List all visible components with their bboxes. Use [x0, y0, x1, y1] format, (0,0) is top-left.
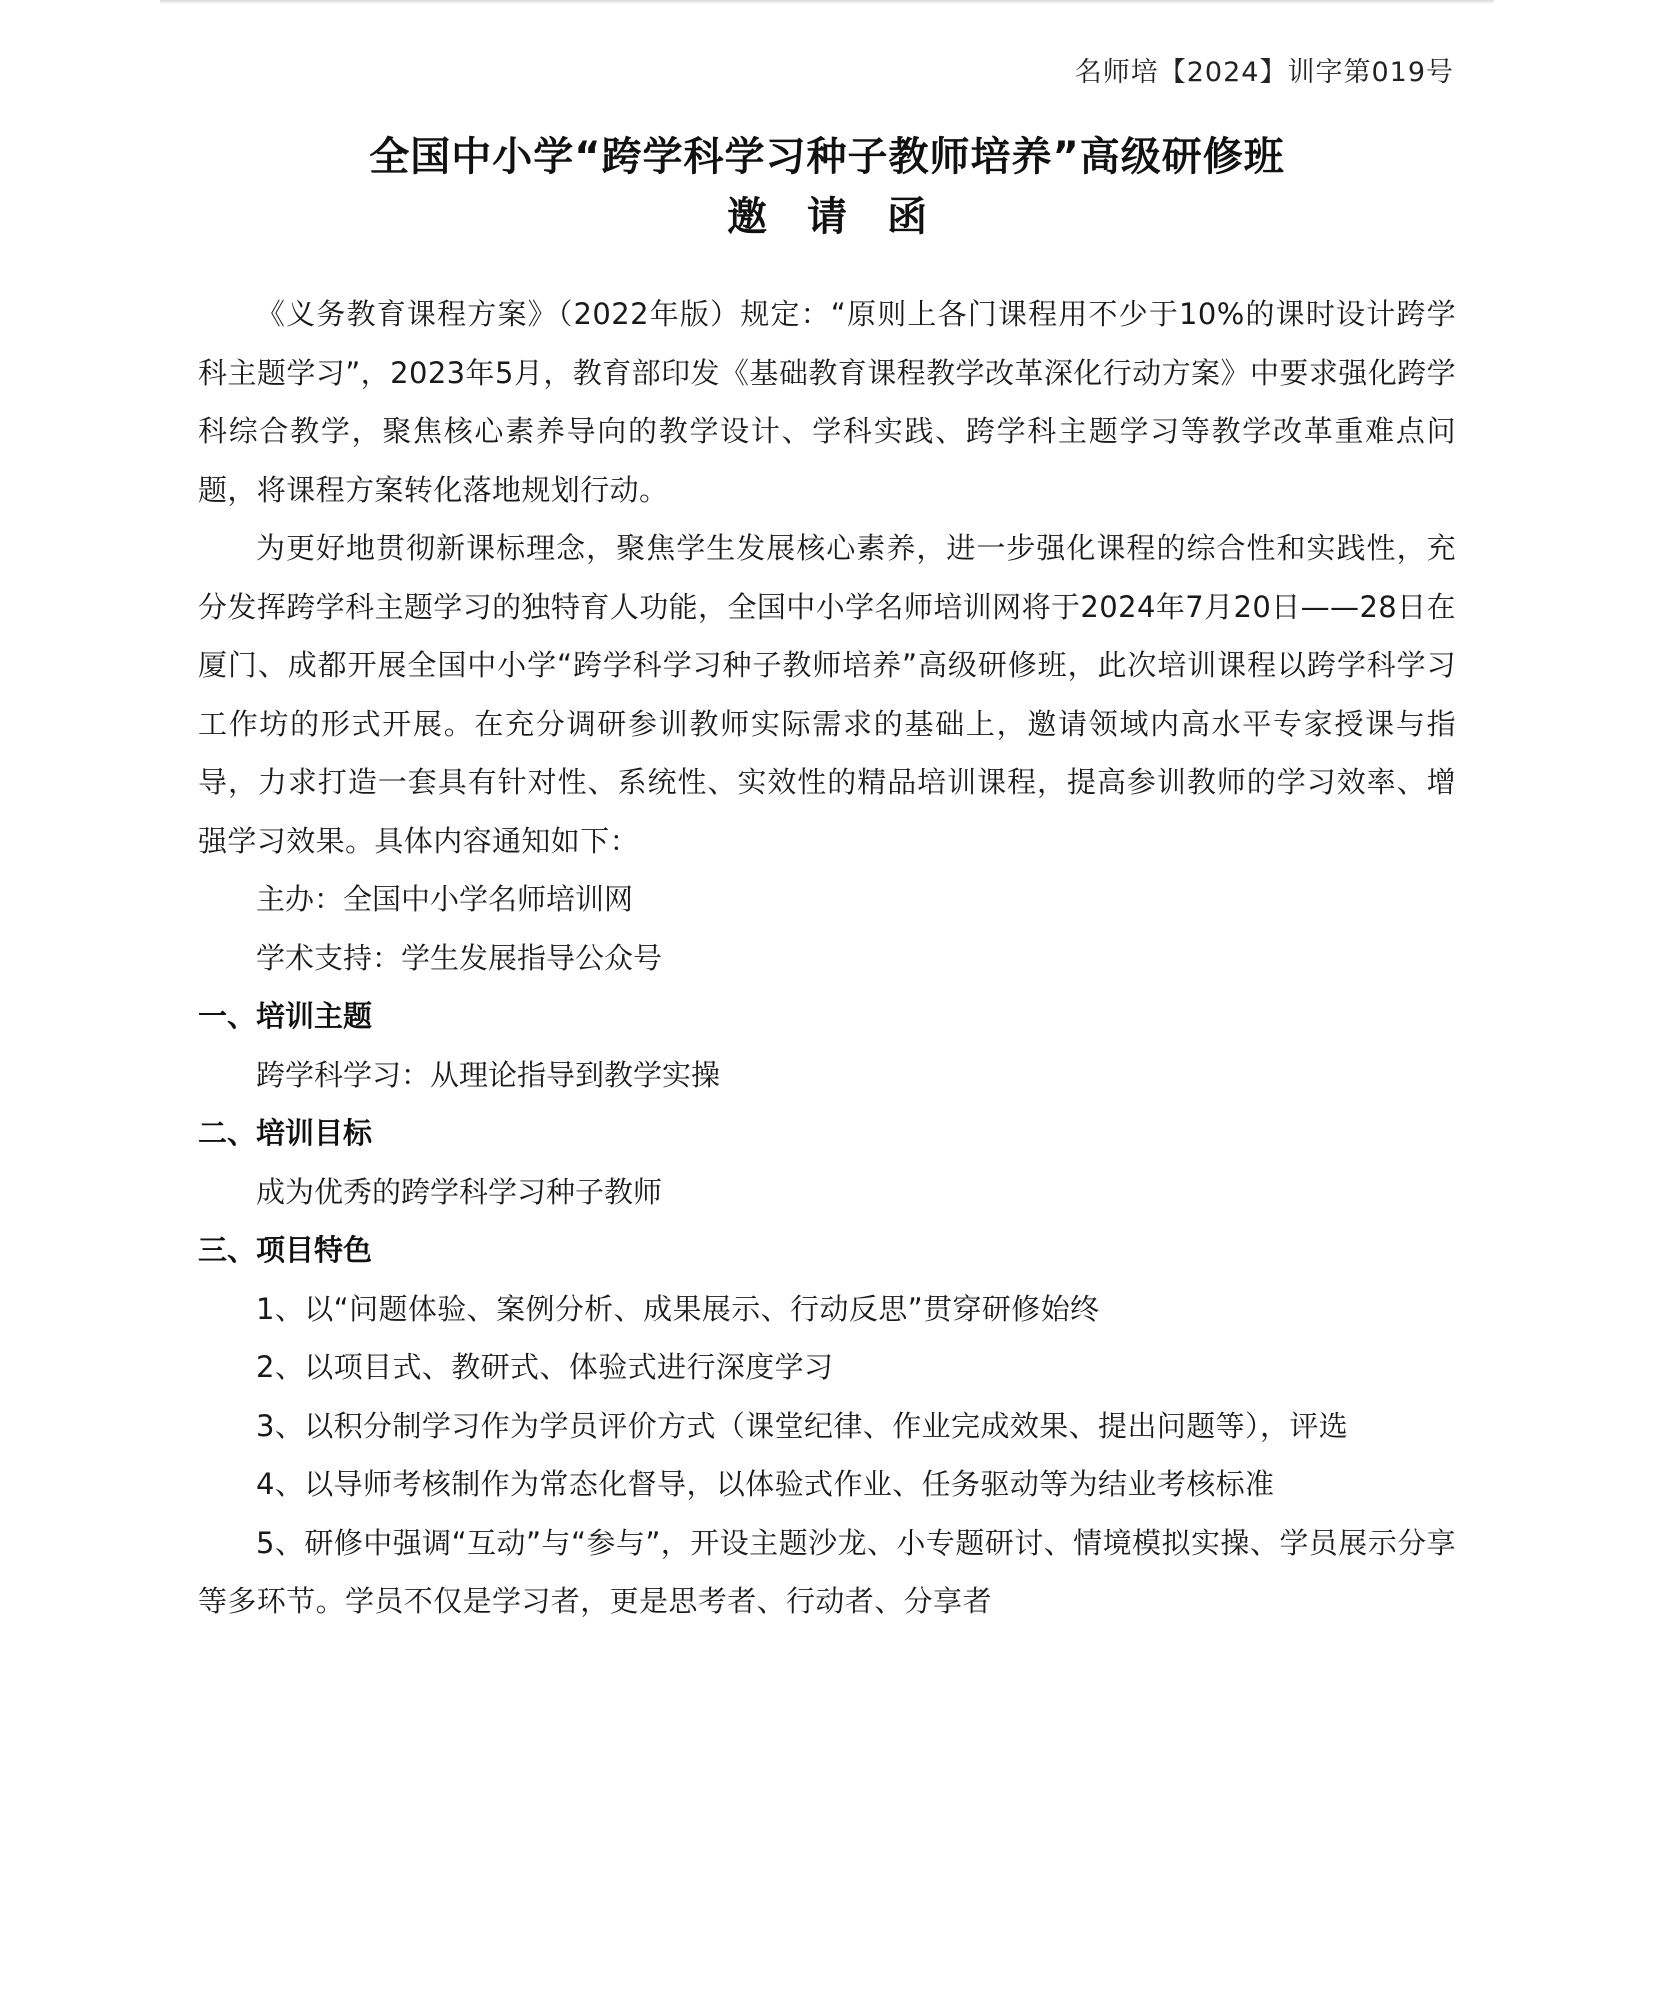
page-top-edge [160, 0, 1494, 4]
document-subtitle: 邀请函 [727, 194, 967, 240]
document-body [198, 285, 1456, 1631]
support-line: 学术支持：学生发展指导公众号 [256, 940, 663, 975]
section-heading-features: 三、项目特色 [198, 1233, 373, 1267]
feature-item: 4、以导师考核制作为常态化督导，以体验式作业、任务驱动等为结业考核标准 [256, 1467, 1275, 1501]
host-line: 主办：全国中小学名师培训网 [256, 882, 634, 916]
intro-paragraph-2: 为更好地贯彻新课标理念，聚焦学生发展核心素养，进一步强化课程的综合性和实践性，充分发挥跨学科主题学习的独特育人功能，全国中小学名师培训网将于2024年7月20日——28日在厦门、成都开展全国中小学“跨学科学习种子教师培养”高级研修班，此次培训课程以跨学科学习工作坊的形式开展。在充分调研参训教师实际需求的基础上，邀请领域内高水平专家授课与指导，力求打造一套具有针对性、系统性、实效性的精品培训课程，提高参训教师的学习效率、增强学习效果。具体内容通知如下： [198, 531, 1456, 858]
document-number: 名师培【2024】训字第019号 [1074, 57, 1454, 88]
feature-item: 2、以项目式、教研式、体验式进行深度学习 [256, 1350, 834, 1384]
intro-paragraph-1: 《义务教育课程方案》（2022年版）规定：“原则上各门课程用不少于10%的课时设计跨学科主题学习”，2023年5月，教育部印发《基础教育课程教学改革深化行动方案》中要求强化跨学科综合教学，聚焦核心素养导向的教学设计、学科实践、跨学科主题学习等教学改革重难点问题，将课程方案转化落地规划行动。 [198, 297, 1456, 507]
feature-item: 3、以积分制学习作为学员评价方式（课堂纪律、作业完成效果、提出问题等），评选 [256, 1408, 1349, 1443]
section-content-theme: 跨学科学习：从理论指导到教学实操 [256, 1057, 721, 1092]
section-content-goal: 成为优秀的跨学科学习种子教师 [256, 1174, 663, 1209]
section-heading-theme: 一、培训主题 [198, 999, 373, 1033]
feature-item: 1、以“问题体验、案例分析、成果展示、行动反思”贯穿研修始终 [256, 1291, 1100, 1326]
feature-item: 5、研修中强调“互动”与“参与”，开设主题沙龙、小专题研讨、情境模拟实操、学员展示分享等多环节。学员不仅是学习者，更是思考者、行动者、分享者 [198, 1525, 1456, 1618]
section-heading-goal: 二、培训目标 [198, 1116, 373, 1150]
document-title: 全国中小学“跨学科学习种子教师培养”高级研修班 [369, 134, 1285, 180]
